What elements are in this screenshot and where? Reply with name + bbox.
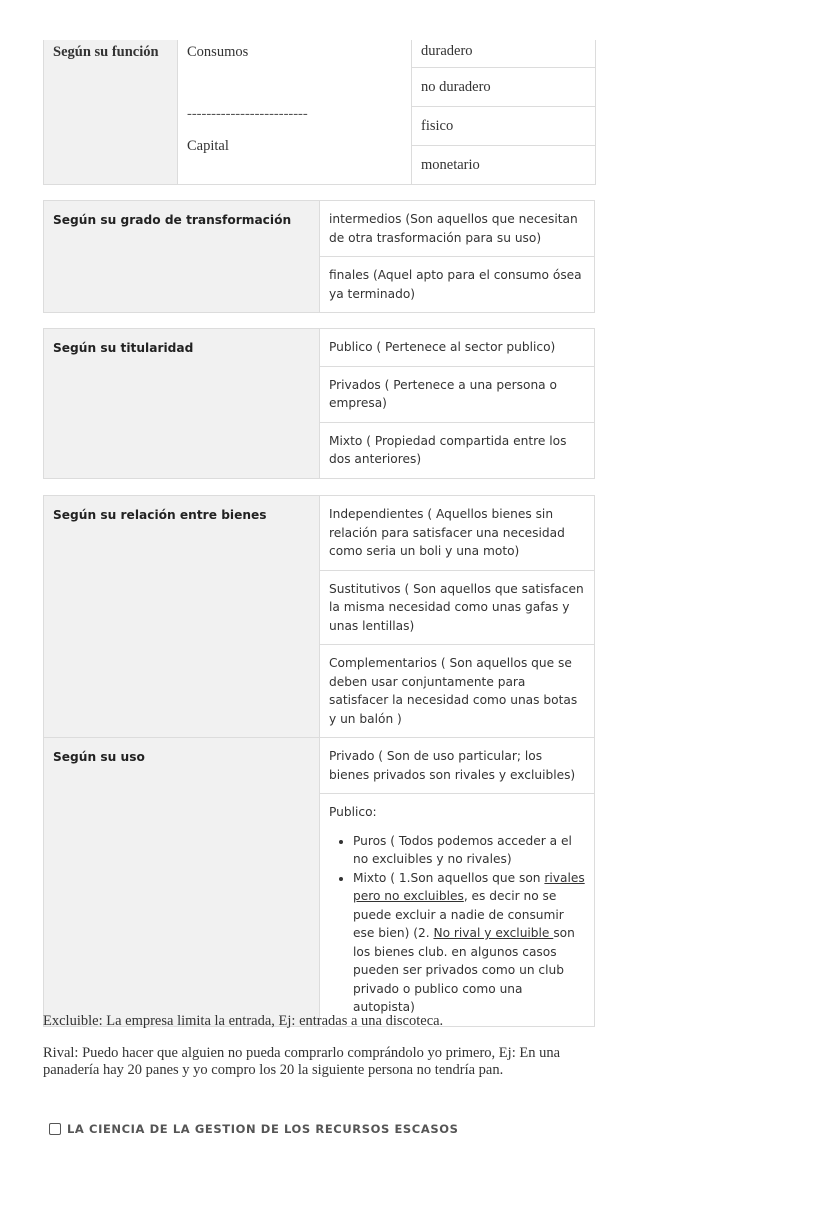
table-segun-uso <box>43 737 595 1027</box>
table-segun-funcion <box>43 40 596 185</box>
value-cell: Complementarios ( Son aquellos que se deben usar conjuntamente para satisfacer la necesidad como unas botas y un balón ) <box>320 645 595 738</box>
value-cell: finales (Aquel apto para el consumo ósea ya terminado) <box>320 257 595 313</box>
subtype-cell: monetario <box>412 146 596 185</box>
value-cell: Mixto ( Propiedad compartida entre los dos anteriores) <box>320 422 595 478</box>
value-cell: intermedios (Son aquellos que necesitan de otra trasformación para su uso) <box>320 201 595 257</box>
value-cell: Publico ( Pertenece al sector publico) <box>320 329 595 367</box>
value-cell-publico <box>320 794 595 1027</box>
publico-list <box>329 832 585 1017</box>
value-cell-privado: Privado ( Son de uso particular; los bienes privados son rivales y excluibles) <box>320 738 595 794</box>
subtype-cell: no duradero <box>412 68 596 107</box>
row-header-uso: Según su uso <box>44 738 320 1027</box>
list-item-mixto <box>353 869 585 1017</box>
underlined-rivales: rivales pero no excluibles <box>353 870 585 903</box>
value-cell: Privados ( Pertenece a una persona o empresa) <box>320 366 595 422</box>
table-segun-relacion <box>43 495 595 738</box>
category-consumos: Consumos <box>187 44 249 60</box>
row-header-funcion: Según su función <box>44 40 178 185</box>
row-header-titularidad: Según su titularidad <box>44 329 320 479</box>
list-item-puros: • Puros ( Todos podemos acceder a el no excluibles y no rivales) <box>353 832 585 869</box>
funcion-categories-cell <box>178 40 412 185</box>
value-cell: Independientes ( Aquellos bienes sin relación para satisfacer una necesidad como seria un boli y una moto) <box>320 496 595 571</box>
section-title: LA CIENCIA DE LA GESTION DE LOS RECURSOS ESCASOS <box>67 1122 459 1136</box>
mixto-text: Mixto ( 1.Son aquellos que son <box>353 870 545 885</box>
underlined-no-rival: No rival y excluible <box>433 926 554 940</box>
publico-label: Publico: <box>329 805 377 819</box>
note-excluible: Excluible: La empresa limita la entrada, Ej: entradas a una discoteca. <box>43 1013 444 1029</box>
table-segun-titularidad <box>43 328 595 479</box>
row-header-transformacion: Según su grado de transformación <box>44 201 320 313</box>
checkbox-icon[interactable] <box>49 1123 61 1135</box>
mixto-text: , es decir no se puede excluir a nadie de consumir ese bien) (2. <box>353 889 564 940</box>
category-separator: ------------------------- <box>187 106 308 122</box>
table-segun-transformacion <box>43 200 595 313</box>
subtype-cell: duradero <box>412 40 596 68</box>
mixto-text: son los bienes club. en algunos casos pueden ser privados como un club privado o publico como una autopista) <box>353 926 575 1014</box>
note-rival: Rival: Puedo hacer que alguien no pueda comprarlo comprándolo yo primero, Ej: En una panadería hay 20 panes y yo compro los 20 la siguiente persona no tendría pan. <box>43 1045 561 1078</box>
subtype-cell: fisico <box>412 107 596 146</box>
category-capital: Capital <box>187 138 229 154</box>
section-toggle[interactable] <box>49 1122 459 1136</box>
value-cell: Sustitutivos ( Son aquellos que satisfacen la misma necesidad como unas gafas y unas lentillas) <box>320 570 595 645</box>
row-header-relacion: Según su relación entre bienes <box>44 496 320 738</box>
